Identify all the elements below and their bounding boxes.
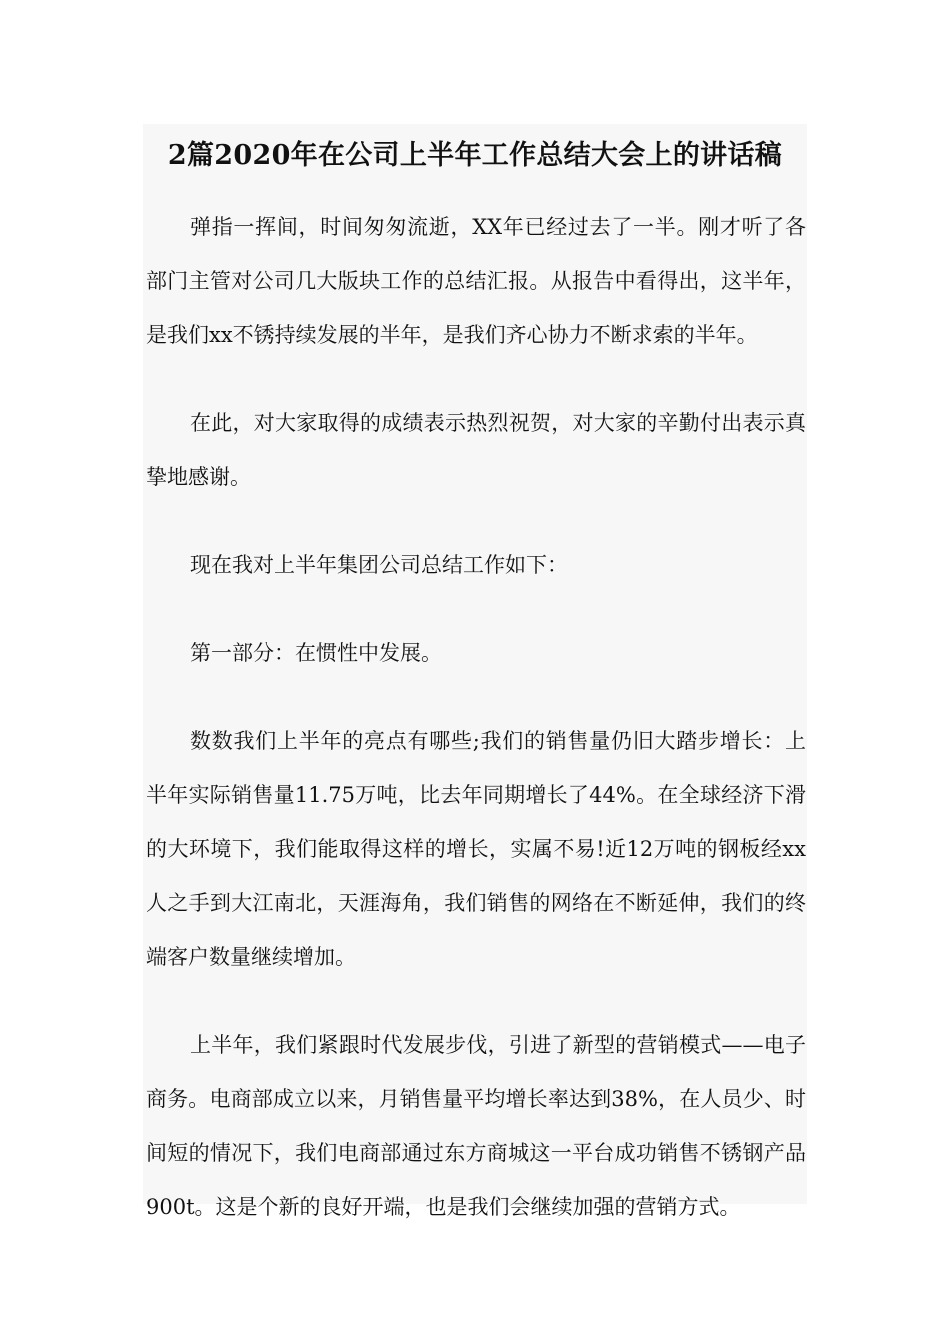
- paragraph-ecommerce: 上半年，我们紧跟时代发展步伐，引进了新型的营销模式——电子商务。电商部成立以来，月销售量平均增长率达到38%，在人员少、时间短的情况下，我们电商部通过东方商城这一平台成功销售不锈钢产品900t。这是个新的良好开端，也是我们会继续加强的营销方式。: [146, 1033, 806, 1219]
- document-title: 2篇2020年在公司上半年工作总结大会上的讲话稿: [167, 140, 783, 171]
- document-body: [146, 200, 806, 1268]
- paragraph-part-one-heading: 第一部分：在惯性中发展。: [190, 641, 442, 665]
- paragraph-thanks: 在此，对大家取得的成绩表示热烈祝贺，对大家的辛勤付出表示真挚地感谢。: [146, 411, 806, 489]
- paragraph-opening: 弹指一挥间，时间匆匆流逝，XX年已经过去了一半。刚才听了各部门主管对公司几大版块工作的总结汇报。从报告中看得出，这半年，是我们xx不锈持续发展的半年，是我们齐心协力不断求索的半年。: [146, 215, 806, 347]
- paragraph-sales-highlights: 数数我们上半年的亮点有哪些;我们的销售量仍旧大踏步增长：上半年实际销售量11.75万吨，比去年同期增长了44%。在全球经济下滑的大环境下，我们能取得这样的增长，实属不易!近12万吨的钢板经xx人之手到大江南北，天涯海角，我们销售的网络在不断延伸，我们的终端客户数量继续增加。: [146, 729, 806, 969]
- paragraph-intro: 现在我对上半年集团公司总结工作如下：: [190, 553, 568, 577]
